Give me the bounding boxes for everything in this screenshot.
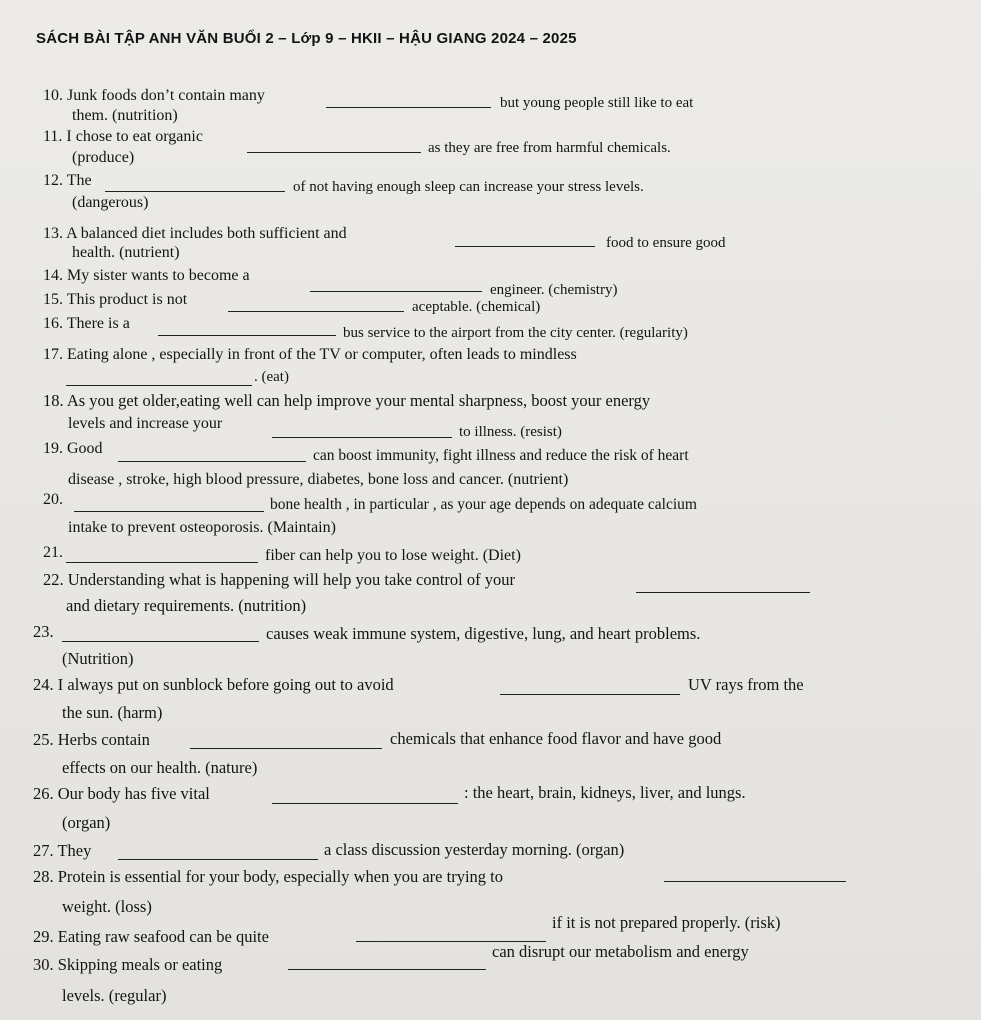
- answer-blank-11[interactable]: [247, 151, 421, 153]
- answer-blank-21[interactable]: [66, 561, 258, 563]
- question-19: 19. Good: [43, 440, 103, 457]
- answer-blank-13[interactable]: [455, 245, 595, 247]
- question-30: 30. Skipping meals or eating: [33, 955, 223, 974]
- question-29: 29. Eating raw seafood can be quite: [33, 927, 269, 946]
- answer-blank-10[interactable]: [326, 106, 491, 108]
- answer-blank-30[interactable]: [288, 968, 486, 970]
- question-18: 18. As you get older,eating well can help improve your mental sharpness, boost your energy: [43, 391, 651, 410]
- answer-blank-18[interactable]: [272, 436, 452, 438]
- question-25: 25. Herbs contain: [33, 730, 150, 749]
- question-22: 22. Understanding what is happening will help you take control of your: [43, 570, 515, 589]
- answer-blank-20[interactable]: [74, 510, 264, 512]
- question-27: 27. They: [33, 841, 92, 860]
- question-23: 23.: [33, 622, 54, 641]
- question-26: 26. Our body has five vital: [33, 784, 210, 803]
- answer-blank-17[interactable]: [66, 384, 252, 386]
- question-17: 17. Eating alone , especially in front of the TV or computer, often leads to mindless: [43, 346, 577, 363]
- answer-blank-12[interactable]: [105, 190, 285, 192]
- answer-blank-27[interactable]: [118, 858, 318, 860]
- answer-blank-26[interactable]: [272, 802, 458, 804]
- answer-blank-24[interactable]: [500, 693, 680, 695]
- question-24: 24. I always put on sunblock before going out to avoid: [33, 675, 394, 694]
- question-21: 21.: [43, 544, 63, 561]
- question-16: 16. There is a: [43, 315, 130, 332]
- answer-blank-25[interactable]: [190, 747, 382, 749]
- question-10: 10. Junk foods don’t contain many: [43, 87, 265, 104]
- answer-blank-28[interactable]: [664, 880, 846, 882]
- question-15: 15. This product is not: [43, 291, 188, 308]
- question-20: 20.: [43, 491, 63, 508]
- answer-blank-16[interactable]: [158, 334, 336, 336]
- answer-blank-14[interactable]: [310, 290, 482, 292]
- worksheet-title: SÁCH BÀI TẬP ANH VĂN BUỔI 2 – Lớp 9 – HKII – HẬU GIANG 2024 – 2025: [36, 30, 577, 47]
- answer-blank-23[interactable]: [62, 640, 259, 642]
- answer-blank-22[interactable]: [636, 591, 810, 593]
- answer-blank-19[interactable]: [118, 460, 306, 462]
- question-11: 11. I chose to eat organic: [43, 128, 203, 145]
- worksheet-page: SÁCH BÀI TẬP ANH VĂN BUỔI 2 – Lớp 9 – HKII – HẬU GIANG 2024 – 2025 10. Junk foods don’t contain many but young people still like to eat them. (nutrition) 11. I chose to eat organic as they are free from harmful chemicals. (produce) 12. The of not having enough sleep can increase your stress levels. (dangerous) 13. A balanced diet includes both sufficient and food to ensure good health. (nutrient) 14. My sister wants to become a engineer. (chemistry) 15. This product is not aceptable. (chemical) 16. There is a bus service to the airport from the city center. (regularity) 17. Eating alone , especially in front of the TV or computer, often leads to mindless . (eat) 18. As you get older,eating well can help improve your mental sharpness, boost your energy levels and increase your to illness. (resist) 19. Good can boost immunity, fight illness and reduce the risk of heart disease , stroke, high blood pressure, diabetes, bone loss and cancer. (nutrient) 20. bone health , in particular , as your age depends on adequate calcium intake to prevent osteoporosis. (Maintain) 21. fiber can help you to lose weight. (Diet) 22. Understanding what is happening will help you take control of your and dietary requirements. (nutrition) 23. causes weak immune system, digestive, lung, and heart problems. (Nutrition) 24. I always put on sunblock before going out to avoid UV rays from the the sun. (harm) 25. Herbs contain chemicals that enhance food flavor and have good effects on our health. (nature) 26. Our body has five vital : the heart, brain, kidneys, liver, and lungs. (organ) 27. They a class discussion yesterday morning. (organ) 28. Protein is essential for your body, especially when you are trying to weight. (loss) 29. Eating raw seafood can be quite if it is not prepared properly. (risk) 30. Skipping meals or eating can disrupt our metabolism and energy levels. (regular): [0, 0, 981, 1020]
- answer-blank-15[interactable]: [228, 310, 404, 312]
- question-28: 28. Protein is essential for your body, especially when you are trying to: [33, 867, 503, 886]
- question-14: 14. My sister wants to become a: [43, 267, 250, 284]
- question-12: 12. The: [43, 172, 92, 189]
- question-13: 13. A balanced diet includes both sufficient and: [43, 225, 347, 242]
